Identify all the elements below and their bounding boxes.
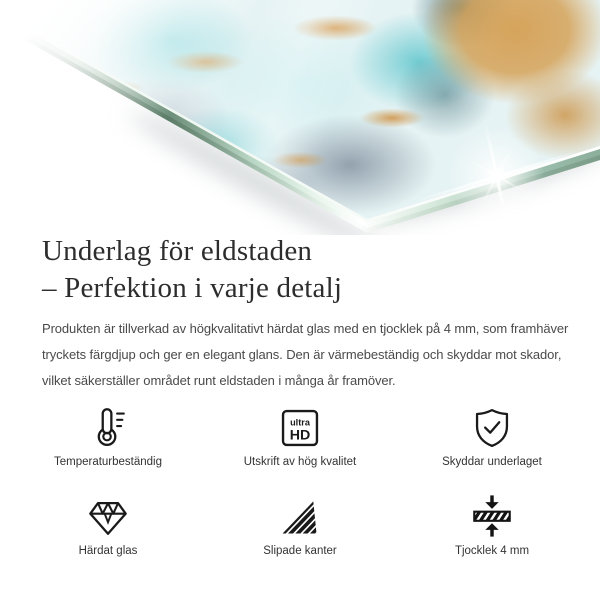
feature-item-temperature [12,400,204,469]
feature-item-thickness [396,489,588,558]
feature-item-print-quality [204,400,396,469]
thickness-icon [469,489,515,539]
product-image [0,0,600,235]
thermometer-icon [85,400,131,450]
heading-line-2: – Perfektion i varje detalj [42,272,343,304]
ground-edges-icon [278,489,322,539]
ultra-text: ultra [290,417,310,428]
page-title [42,233,572,307]
feature-item-protection [396,400,588,469]
feature-label: Tjocklek 4 mm [454,545,530,557]
feature-item-ground-edges [204,489,396,558]
diamond-icon [85,489,131,539]
feature-grid [12,400,588,558]
heading-line-1: Underlag för eldstaden [42,235,313,267]
feature-item-tempered-glass [12,489,204,558]
feature-label: Skyddar underlaget [442,456,542,468]
ultra-hd-icon [278,400,322,450]
hd-text: HD [289,427,311,444]
feature-label: Temperaturbeständig [53,456,163,468]
feature-label: Härdat glas [78,545,138,557]
feature-label: Slipade kanter [263,545,337,557]
shield-check-icon [470,400,514,450]
product-description: Produkten är tillverkad av högkvalitativt härdat glas med en tjocklek på 4 mm, som framhäver tryckets färgdjup och ger en elegant glans. Den är värmebeständig och skyddar mot skador, vilket säkerställer området runt eldstaden i många år framöver. [42,321,569,388]
feature-label: Utskrift av hög kvalitet [243,456,357,468]
content-section [42,233,572,394]
